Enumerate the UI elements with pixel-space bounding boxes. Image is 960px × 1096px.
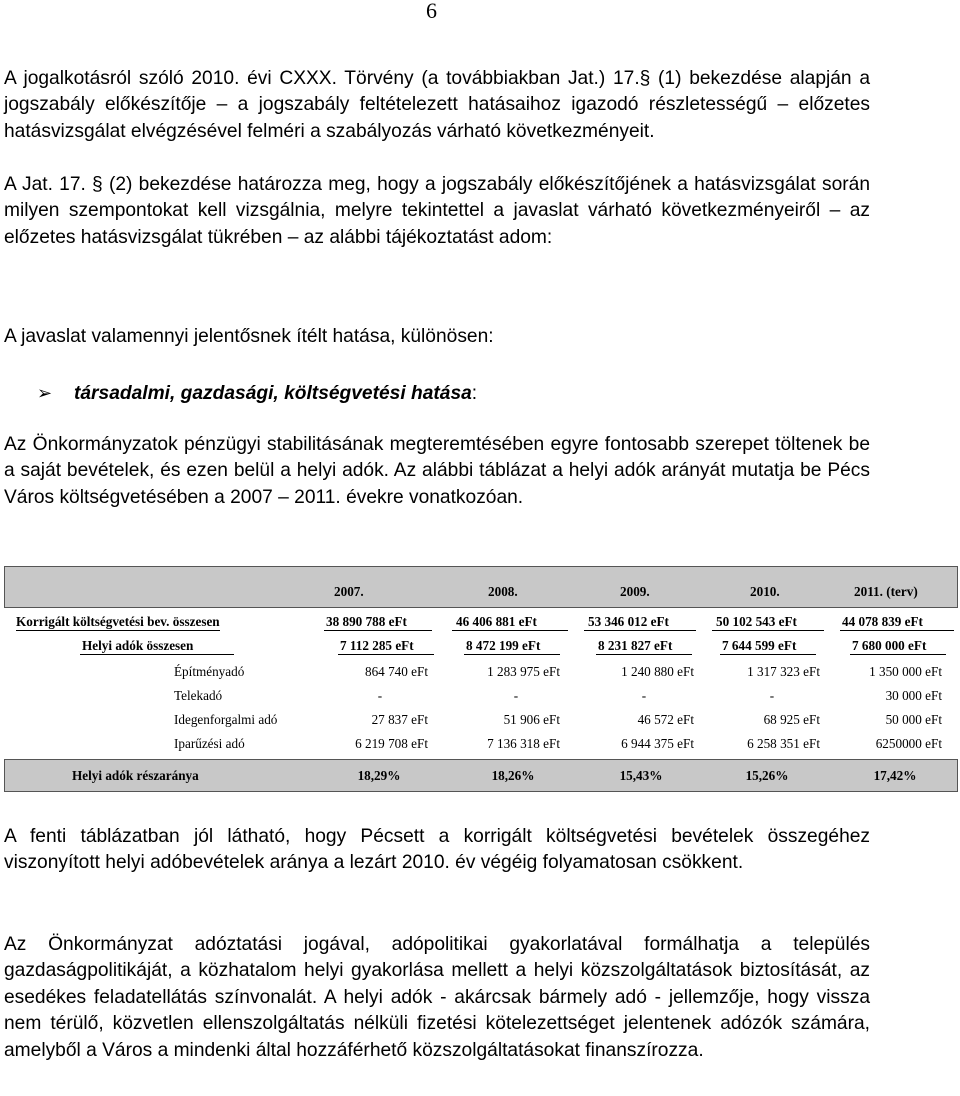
cell-underline: [712, 630, 824, 631]
row-label-tourism-tax: Idegenforgalmi adó: [174, 712, 278, 727]
table-cell: 50 102 543 eFt: [716, 614, 797, 629]
year-header-2010: 2010.: [750, 584, 780, 599]
cell-underline: [338, 654, 434, 655]
table-cell: 46 406 881 eFt: [456, 614, 537, 629]
table-cell: 8 472 199 eFt: [466, 638, 541, 653]
cell-underline: [596, 654, 692, 655]
table-cell: 8 231 827 eFt: [598, 638, 673, 653]
table-cell: 18,26%: [491, 768, 535, 783]
paragraph-jat-17-2: A Jat. 17. § (2) bekezdése határozza meg, hogy a jogszabály előkészítőjének a hatásvizsgálat során milyen szempontokat kell vizsgálnia, melyre tekintettel a javaslat várható következményeiről – az előzetes hatásvizsgálat tükrében – az alábbi tájékoztatást adom:: [4, 174, 870, 248]
row-label-building-tax: Építményadó: [174, 664, 245, 679]
cell-underline: [850, 654, 946, 655]
table-cell: 6 944 375 eFt: [621, 736, 694, 751]
table-cell: 50 000 eFt: [885, 712, 942, 727]
table-cell: 1 317 323 eFt: [747, 664, 820, 679]
table-cell: 1 283 975 eFt: [487, 664, 560, 679]
page-number: 6: [426, 0, 437, 23]
row-label-local-tax-share: Helyi adók részaránya: [72, 768, 199, 783]
paragraph-local-taxes: Az Önkormányzatok pénzügyi stabilitásának megteremtésében egyre fontosabb szerepet töltenek be a saját bevételek, és ezen belül a helyi adók. Az alábbi táblázat a helyi adók arányát mutatja be Pécs Város költségvetésében a 2007 – 2011. évekre vonatkozóan.: [4, 434, 870, 508]
year-header-2007: 2007.: [334, 584, 364, 599]
table-cell: 7 644 599 eFt: [722, 638, 797, 653]
cell-underline: [464, 654, 560, 655]
bullet-item: [37, 380, 477, 407]
paragraph-jat-17-1: A jogalkotásról szóló 2010. évi CXXX. Törvény (a továbbiakban Jat.) 17.§ (1) bekezdése alapján a jogszabály előkészítője – a jogszabály feltételezett hatásaihoz igazodó részletességű – előzetes hatásvizsgálat elvégzésével felméri a szabályozás várható következményeit.: [4, 68, 870, 142]
table-cell: 6 219 708 eFt: [355, 736, 428, 751]
table-cell: 46 572 eFt: [637, 712, 694, 727]
table-cell: 15,43%: [619, 768, 663, 783]
row-label-land-tax: Telekadó: [174, 688, 223, 703]
table-cell: 7 136 318 eFt: [487, 736, 560, 751]
table-cell: 7 680 000 eFt: [852, 638, 927, 653]
year-header-2009: 2009.: [620, 584, 650, 599]
table-cell: 1 240 880 eFt: [621, 664, 694, 679]
table-cell: 864 740 eFt: [364, 664, 428, 679]
cell-underline: [452, 630, 568, 631]
bullet-text: társadalmi, gazdasági, költségvetési hatása: [74, 383, 472, 404]
year-header-2008: 2008.: [488, 584, 518, 599]
table-cell: 6 258 351 eFt: [747, 736, 820, 751]
table-cell: 27 837 eFt: [371, 712, 428, 727]
cell-underline: [584, 630, 696, 631]
table-cell: 15,26%: [745, 768, 789, 783]
cell-underline: [840, 630, 954, 631]
year-header-2011: 2011. (terv): [854, 584, 918, 599]
table-cell: 18,29%: [357, 768, 401, 783]
row-label-local-taxes-total: Helyi adók összesen: [82, 638, 194, 653]
table-cell: 38 890 788 eFt: [326, 614, 407, 629]
table-cell: 44 078 839 eFt: [842, 614, 923, 629]
cell-underline: [80, 654, 234, 655]
table-cell: -: [641, 688, 647, 703]
arrow-bullet-icon: ➢: [37, 383, 53, 403]
table-cell: -: [513, 688, 519, 703]
table-cell: -: [769, 688, 775, 703]
table-cell: 17,42%: [873, 768, 917, 783]
table-cell: 1 350 000 eFt: [869, 664, 942, 679]
paragraph-tax-policy: Az Önkormányzat adóztatási jogával, adópolitikai gyakorlatával formálhatja a település gazdaságpolitikáját, a közhatalom helyi gyakorlása mellett a helyi közszolgáltatások biztosítását, az esedékes feladatellátás színvonalát. A helyi adók - akárcsak bármely adó - jellemzője, hogy vissza nem térülő, közvetlen ellenszolgáltatás nélküli fizetési kötelezettséget jelentenek adózók számára, amelyből a Város a mindenki által hozzáférhető közszolgáltatásokat finanszírozza.: [4, 934, 870, 1061]
table-cell: 30 000 eFt: [885, 688, 942, 703]
cell-underline: [720, 654, 816, 655]
paragraph-table-conclusion: A fenti táblázatban jól látható, hogy Pécsett a korrigált költségvetési bevételek összegéhez viszonyított helyi adóbevételek aránya a lezárt 2010. év végéig folyamatosan csökkent.: [4, 826, 870, 874]
table-cell: 7 112 285 eFt: [340, 638, 414, 653]
table-cell: 51 906 eFt: [503, 712, 560, 727]
table-cell: 6250000 eFt: [875, 736, 942, 751]
table-cell: 53 346 012 eFt: [588, 614, 669, 629]
local-tax-table: [4, 566, 958, 792]
table-cell: -: [377, 688, 383, 703]
row-label-total-budget: Korrigált költségvetési bev. összesen: [16, 614, 220, 629]
bullet-suffix: :: [471, 383, 478, 404]
table-cell: 68 925 eFt: [763, 712, 820, 727]
cell-underline: [324, 630, 432, 631]
row-label-business-tax: Iparűzési adó: [174, 736, 245, 751]
paragraph-impacts-intro: A javaslat valamennyi jelentősnek ítélt hatása, különösen:: [4, 326, 494, 347]
